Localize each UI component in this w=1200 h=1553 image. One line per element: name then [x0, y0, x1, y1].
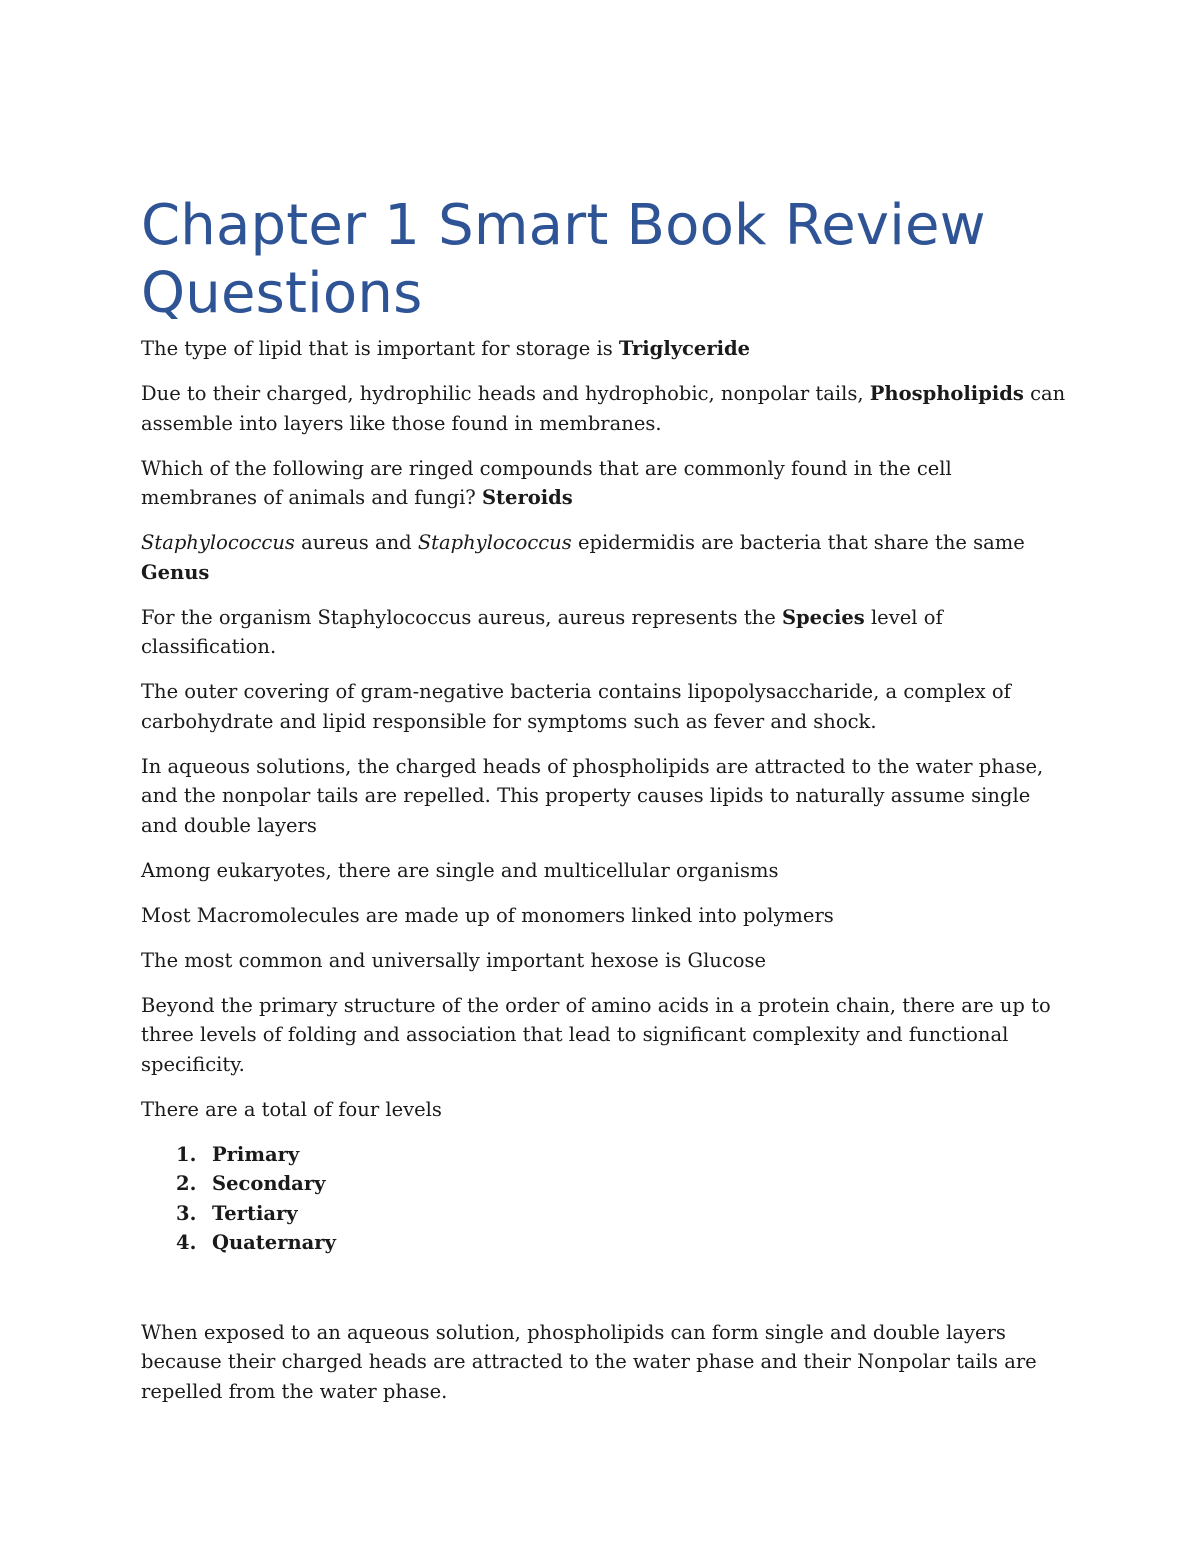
paragraph-gram-negative: The outer covering of gram-negative bacteria contains lipopolysaccharide, a complex of carbohydrate and lipid responsible for symptoms such as fever and shock.	[141, 680, 1011, 733]
question-text: The type of lipid that is important for storage is	[141, 337, 619, 360]
list-number: 2.	[176, 1172, 197, 1195]
question-steroids	[141, 454, 1071, 513]
blank-spacer	[141, 1258, 1071, 1318]
answer-text: Species	[781, 605, 865, 629]
paragraph-aqueous-solutions: In aqueous solutions, the charged heads of phospholipids are attracted to the water phase, and the nonpolar tails are repelled. This property causes lipids to naturally assume single and double layers	[141, 754, 1044, 837]
answer-text: Steroids	[481, 486, 573, 509]
list-number: 4.	[176, 1231, 197, 1254]
italic-genus-name: Staphylococcus	[417, 531, 572, 554]
paragraph-macromolecules: Most Macromolecules are made up of monomers linked into polymers	[141, 903, 834, 927]
list-number: 3.	[176, 1201, 197, 1225]
answer-text: Phospholipids	[869, 382, 1024, 405]
question-phospholipids	[141, 379, 1071, 438]
answer-text: Genus	[141, 560, 210, 584]
paragraph-hexose: The most common and universally important hexose is Glucose	[141, 948, 767, 972]
list-label: Tertiary	[212, 1201, 298, 1225]
question-text: Which of the following are ringed compounds that are commonly found in the cell membranes of animals and fungi?	[141, 456, 952, 509]
answer-text: Triglyceride	[618, 337, 751, 360]
question-text: aureus and	[294, 531, 418, 554]
list-label: Quaternary	[212, 1231, 336, 1254]
question-text: level of classification.	[141, 605, 943, 658]
list-item	[176, 1169, 1071, 1199]
question-text: can assemble into layers like those found in membranes.	[141, 382, 1066, 435]
question-text: For the organism Staphylococcus aureus, aureus represents the	[141, 605, 782, 629]
paragraph-eukaryotes: Among eukaryotes, there are single and multicellular organisms	[141, 858, 779, 882]
list-item	[176, 1140, 1071, 1170]
protein-levels-list	[141, 1140, 1071, 1258]
list-item	[176, 1228, 1071, 1258]
list-label: Secondary	[212, 1172, 326, 1195]
question-lipid-storage	[141, 334, 1071, 364]
paragraph-four-levels: There are a total of four levels	[141, 1097, 442, 1121]
document-title: Chapter 1 Smart Book Review Questions	[141, 193, 986, 326]
question-text: epidermidis are bacteria that share the same	[571, 531, 1025, 554]
list-number: 1.	[176, 1142, 197, 1166]
question-species	[141, 603, 1071, 662]
question-text: Due to their charged, hydrophilic heads and hydrophobic, nonpolar tails,	[141, 382, 870, 405]
question-genus	[141, 528, 1071, 587]
list-label: Primary	[212, 1142, 300, 1166]
paragraph-protein-structure: Beyond the primary structure of the order of amino acids in a protein chain, there are up to three levels of folding and association that lead to significant complexity and functional specificity.	[141, 993, 1051, 1076]
paragraph-phospholipid-layers: When exposed to an aqueous solution, phospholipids can form single and double layers because their charged heads are attracted to the water phase and their Nonpolar tails are repelled from the water phase.	[141, 1320, 1037, 1403]
document-page	[141, 192, 1071, 1422]
list-item	[176, 1199, 1071, 1229]
italic-genus-name: Staphylococcus	[141, 531, 295, 554]
